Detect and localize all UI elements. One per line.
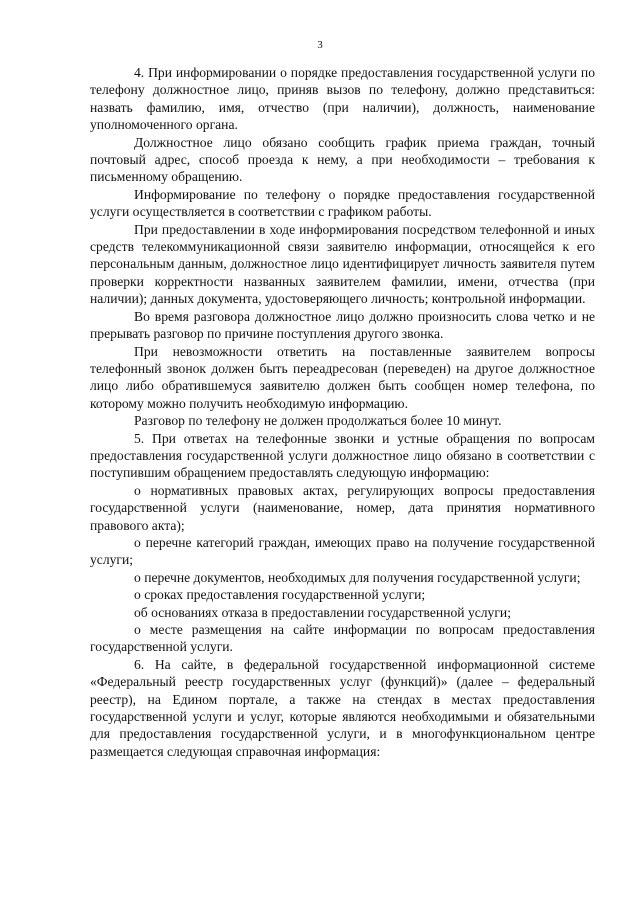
paragraph-personal-data: При предоставлении в ходе информирования посредством телефонной и иных средств телекоммуникационной связи заявителю информации, относящейся к его персональным данным, должностное лицо идентифицирует личность заявителя путем проверки корректности названных заявителем фамилии, имени, отчества (при наличии); данных документа, удостоверяющего личность; контрольной информации. [90,221,595,307]
paragraph-schedule: Должностное лицо обязано сообщить график приема граждан, точный почтовый адрес, способ проезда к нему, а при необходимости – требования к письменному обращению. [90,134,595,185]
paragraph-call-duration: Разговор по телефону не должен продолжаться более 10 минут. [134,413,502,429]
paragraph-redirect-call: При невозможности ответить на поставленные заявителем вопросы телефонный звонок должен быть переадресован (переведен) на другое должностное лицо либо обратившемуся заявителю должен быть сообщен номер телефона, по которому можно получить необходимую информацию. [90,343,595,411]
paragraph-4-phone-intro: 4. При информировании о порядке предоставления государственной услуги по телефону должностное лицо, приняв вызов по телефону, должно представиться: назвать фамилию, имя, отчество (при наличии), должность, наименование уполномоченного органа. [90,65,595,133]
document-body [90,64,595,760]
list-item-refusal-grounds: об основаниях отказа в предоставлении государственной услуги; [134,604,511,620]
paragraph-speak-clearly: Во время разговора должностное лицо должно произносить слова четко и не прерывать разговор по причине поступления другого звонка. [90,308,595,342]
list-item-citizen-categories: о перечне категорий граждан, имеющих право на получение государственной услуги; [90,534,595,568]
paragraph-phone-schedule: Информирование по телефону о порядке предоставления государственной услуги осуществляется в соответствии с графиком работы. [90,186,595,220]
list-item-normative-acts: о нормативных правовых актах, регулирующих вопросы предоставления государственной услуги (наименование, номер, дата принятия нормативного правового акта); [90,482,595,533]
page-number: 3 [317,39,323,51]
paragraph-6-reference-info: 6. На сайте, в федеральной государственной информационной системе «Федеральный реестр государственных услуг (функций)» (далее – федеральный реестр), на Едином портале, а также на стендах в местах предоставления государственной услуги и услуг, которые являются необходимыми и обязательными для предоставления государственной услуги, и в многофункциональном центре размещается следующая справочная информация: [90,656,595,759]
list-item-terms: о сроках предоставления государственной услуги; [134,587,426,603]
list-item-documents: о перечне документов, необходимых для получения государственной услуги; [134,569,581,585]
list-item-site-info: о месте размещения на сайте информации по вопросам предоставления государственной услуги. [90,622,595,655]
paragraph-5-answers: 5. При ответах на телефонные звонки и устные обращения по вопросам предоставления государственной услуги должностное лицо обязано в соответствии с поступившим обращением предоставлять следующую информацию: [90,430,595,481]
